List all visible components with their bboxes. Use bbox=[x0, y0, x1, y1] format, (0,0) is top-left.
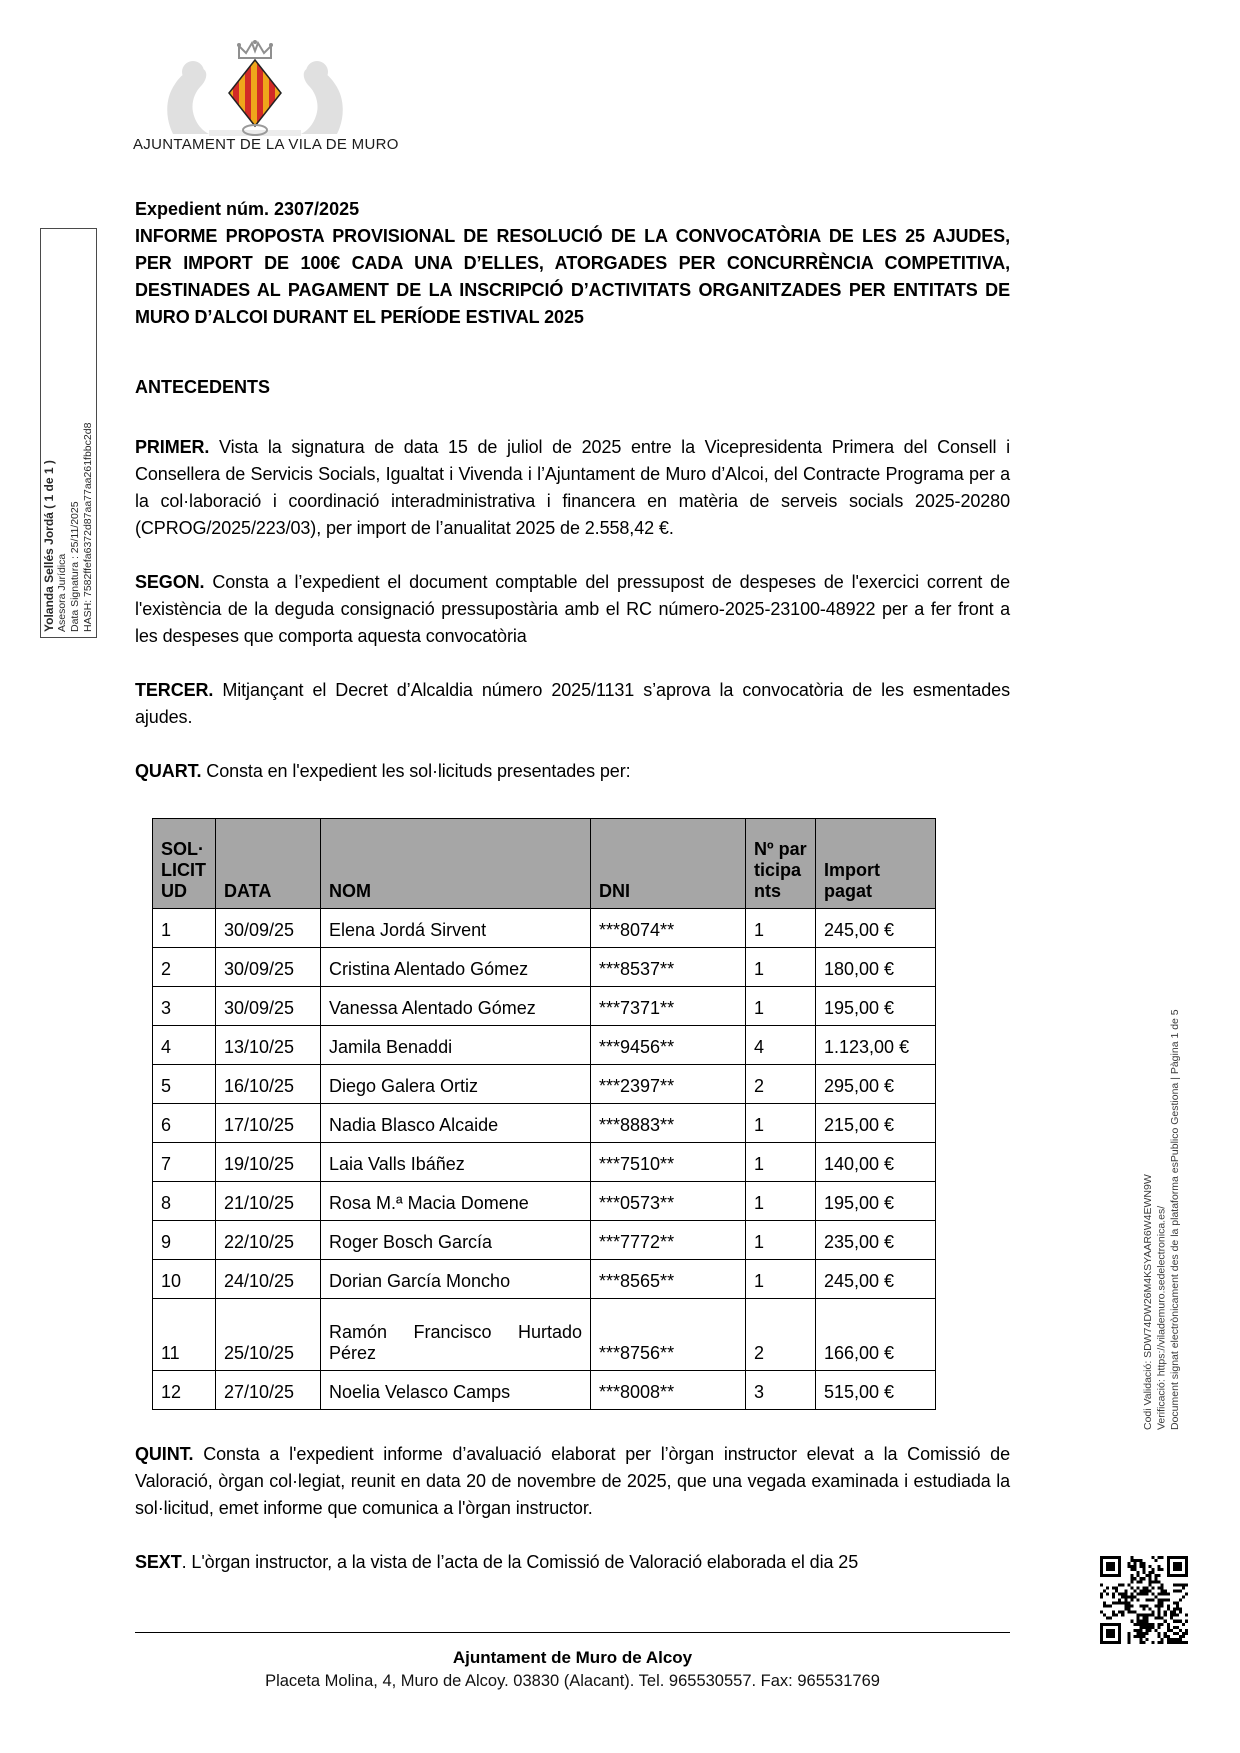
table-row bbox=[153, 1104, 936, 1143]
footer-org-name: Ajuntament de Muro de Alcoy bbox=[452, 1648, 693, 1667]
cell-name: Vanessa Alentado Gómez bbox=[321, 987, 591, 1026]
cell-date: 13/10/25 bbox=[216, 1026, 321, 1065]
table-header-row bbox=[153, 819, 936, 909]
cell-participants: 1 bbox=[746, 1221, 816, 1260]
paragraph-quint-label: QUINT. bbox=[135, 1444, 194, 1464]
paragraph-segon-text: Consta a l’expedient el document comptable del pressupost de despeses de l'exercici corrent de l'existència de la deguda consignació pressupostària amb el RC número-2025-23100-48922 per a fer front a les despeses que comporta aquesta convocatòria bbox=[135, 572, 1010, 646]
table-row bbox=[153, 909, 936, 948]
cell-name: Ramón Francisco Hurtado Pérez bbox=[321, 1299, 591, 1371]
paragraph-sext-text: . L'òrgan instructor, a la vista de l’acta de la Comissió de Valoració elaborada el dia 25 bbox=[181, 1552, 859, 1572]
table-row bbox=[153, 1026, 936, 1065]
cell-dni: ***9456** bbox=[591, 1026, 746, 1065]
table-row bbox=[153, 1221, 936, 1260]
table-row bbox=[153, 987, 936, 1026]
cell-num: 4 bbox=[153, 1026, 216, 1065]
cell-dni: ***8565** bbox=[591, 1260, 746, 1299]
paragraph-primer-text: Vista la signatura de data 15 de juliol de 2025 entre la Vicepresidenta Primera del Consell i Consellera de Servicis Socials, Igualtat i Vivenda i l’Ajuntament de Muro d’Alcoi, del Contracte Programa per a la col·laboració i coordinació interadministrativa i financera en matèria de serveis socials 2025-20280 (CPROG/2025/223/03), per import de l’anualitat 2025 de 2.558,42 €. bbox=[135, 437, 1010, 538]
cell-dni: ***8883** bbox=[591, 1104, 746, 1143]
signature-stamp-box bbox=[40, 228, 97, 638]
paragraph-quart-label: QUART. bbox=[135, 761, 202, 781]
applications-table-wrapper bbox=[152, 818, 1010, 1410]
cell-num: 11 bbox=[153, 1299, 216, 1371]
antecedents-heading: ANTECEDENTS bbox=[135, 377, 271, 397]
cell-participants: 1 bbox=[746, 1143, 816, 1182]
cell-import: 295,00 € bbox=[816, 1065, 936, 1104]
cell-date: 19/10/25 bbox=[216, 1143, 321, 1182]
cell-date: 27/10/25 bbox=[216, 1371, 321, 1410]
cell-participants: 4 bbox=[746, 1026, 816, 1065]
document-body bbox=[135, 0, 1010, 1576]
cell-dni: ***7371** bbox=[591, 987, 746, 1026]
col-header-sollicitud: SOL·LICITUD bbox=[153, 819, 216, 909]
cell-import: 245,00 € bbox=[816, 909, 936, 948]
cell-participants: 2 bbox=[746, 1065, 816, 1104]
cell-name: Noelia Velasco Camps bbox=[321, 1371, 591, 1410]
cell-name: Roger Bosch García bbox=[321, 1221, 591, 1260]
signature-date: Data Signatura : 25/11/2025 bbox=[69, 501, 81, 632]
cell-import: 195,00 € bbox=[816, 987, 936, 1026]
col-header-data: DATA bbox=[216, 819, 321, 909]
cell-participants: 2 bbox=[746, 1299, 816, 1371]
col-header-nom: NOM bbox=[321, 819, 591, 909]
cell-date: 22/10/25 bbox=[216, 1221, 321, 1260]
cell-participants: 3 bbox=[746, 1371, 816, 1410]
signature-hash: HASH: 7582ffefa6372d87aa77aa261fbbc2d8 bbox=[82, 422, 94, 632]
table-row bbox=[153, 1371, 936, 1410]
cell-num: 6 bbox=[153, 1104, 216, 1143]
applications-table bbox=[152, 818, 936, 1410]
footer-divider bbox=[135, 1632, 1010, 1633]
cell-name: Diego Galera Ortiz bbox=[321, 1065, 591, 1104]
cell-import: 1.123,00 € bbox=[816, 1026, 936, 1065]
table-row bbox=[153, 1299, 936, 1371]
cell-import: 180,00 € bbox=[816, 948, 936, 987]
col-header-participants: Nº participants bbox=[746, 819, 816, 909]
cell-participants: 1 bbox=[746, 948, 816, 987]
cell-import: 166,00 € bbox=[816, 1299, 936, 1371]
table-row bbox=[153, 1065, 936, 1104]
paragraph-tercer-label: TERCER. bbox=[135, 680, 214, 700]
cell-import: 215,00 € bbox=[816, 1104, 936, 1143]
col-header-import: Import pagat bbox=[816, 819, 936, 909]
cell-name: Elena Jordá Sirvent bbox=[321, 909, 591, 948]
paragraph-quint bbox=[135, 1441, 1010, 1522]
cell-import: 245,00 € bbox=[816, 1260, 936, 1299]
cell-date: 17/10/25 bbox=[216, 1104, 321, 1143]
cell-dni: ***8008** bbox=[591, 1371, 746, 1410]
cell-num: 7 bbox=[153, 1143, 216, 1182]
cell-participants: 1 bbox=[746, 1260, 816, 1299]
org-name: AJUNTAMENT DE LA VILA DE MURO bbox=[133, 136, 399, 153]
cell-dni: ***8074** bbox=[591, 909, 746, 948]
platform-note: Document signat electrònicament des de la plataforma esPublico Gestiona | Pàgina 1 de 5 bbox=[1169, 1009, 1181, 1430]
cell-name: Laia Valls Ibáñez bbox=[321, 1143, 591, 1182]
cell-import: 195,00 € bbox=[816, 1182, 936, 1221]
cell-num: 1 bbox=[153, 909, 216, 948]
cell-participants: 1 bbox=[746, 987, 816, 1026]
table-row bbox=[153, 948, 936, 987]
table-row bbox=[153, 1260, 936, 1299]
cell-date: 21/10/25 bbox=[216, 1182, 321, 1221]
cell-date: 30/09/25 bbox=[216, 987, 321, 1026]
cell-name: Rosa M.ª Macia Domene bbox=[321, 1182, 591, 1221]
cell-date: 25/10/25 bbox=[216, 1299, 321, 1371]
paragraph-quint-text: Consta a l'expedient informe d’avaluació elaborat per l’òrgan instructor elevat a la Comissió de Valoració, òrgan col·legiat, reunit en data 20 de novembre de 2025, que una vegada examinada i estudiada la sol·licitud, emet informe que comunica a l'òrgan instructor. bbox=[135, 1444, 1010, 1518]
paragraph-primer bbox=[135, 434, 1010, 542]
qr-code bbox=[1100, 1556, 1188, 1644]
signer-name: Yolanda Sellés Jordá ( 1 de 1 ) bbox=[42, 460, 56, 632]
cell-participants: 1 bbox=[746, 909, 816, 948]
paragraph-segon bbox=[135, 569, 1010, 650]
cell-dni: ***7510** bbox=[591, 1143, 746, 1182]
paragraph-tercer bbox=[135, 677, 1010, 731]
cell-num: 12 bbox=[153, 1371, 216, 1410]
cell-date: 30/09/25 bbox=[216, 948, 321, 987]
paragraph-sext-label: SEXT bbox=[135, 1552, 182, 1572]
paragraph-quart bbox=[135, 758, 1010, 785]
cell-import: 515,00 € bbox=[816, 1371, 936, 1410]
cell-import: 235,00 € bbox=[816, 1221, 936, 1260]
table-row bbox=[153, 1143, 936, 1182]
cell-dni: ***2397** bbox=[591, 1065, 746, 1104]
cell-dni: ***7772** bbox=[591, 1221, 746, 1260]
validation-sidebar bbox=[1140, 1009, 1186, 1435]
verification-url: Verificació: https://vilademuro.sedelectronica.es/ bbox=[1155, 1205, 1168, 1430]
paragraph-segon-label: SEGON. bbox=[135, 572, 205, 592]
cell-name: Cristina Alentado Gómez bbox=[321, 948, 591, 987]
cell-dni: ***8756** bbox=[591, 1299, 746, 1371]
signer-role: Asesora Jurídica bbox=[56, 553, 68, 632]
footer-address: Placeta Molina, 4, Muro de Alcoy. 03830 (Alacant). Tel. 965530557. Fax: 965531769 bbox=[265, 1672, 880, 1690]
table-row bbox=[153, 1182, 936, 1221]
cell-name: Jamila Benaddi bbox=[321, 1026, 591, 1065]
cell-date: 24/10/25 bbox=[216, 1260, 321, 1299]
cell-dni: ***0573** bbox=[591, 1182, 746, 1221]
col-header-dni: DNI bbox=[591, 819, 746, 909]
cell-name: Nadia Blasco Alcaide bbox=[321, 1104, 591, 1143]
paragraph-quart-text: Consta en l'expedient les sol·licituds presentades per: bbox=[201, 761, 631, 781]
paragraph-primer-label: PRIMER. bbox=[135, 437, 210, 457]
cell-num: 10 bbox=[153, 1260, 216, 1299]
cell-participants: 1 bbox=[746, 1182, 816, 1221]
cell-num: 8 bbox=[153, 1182, 216, 1221]
cell-import: 140,00 € bbox=[816, 1143, 936, 1182]
cell-num: 3 bbox=[153, 987, 216, 1026]
expedient-number: Expedient núm. 2307/2025 bbox=[135, 199, 360, 219]
cell-name: Dorian García Moncho bbox=[321, 1260, 591, 1299]
cell-date: 16/10/25 bbox=[216, 1065, 321, 1104]
validation-code: Codi Validació: SDW74DW26M4KSYAAR6W4EWN9W bbox=[1142, 1174, 1154, 1430]
cell-num: 2 bbox=[153, 948, 216, 987]
cell-num: 9 bbox=[153, 1221, 216, 1260]
cell-num: 5 bbox=[153, 1065, 216, 1104]
cell-participants: 1 bbox=[746, 1104, 816, 1143]
document-title: INFORME PROPOSTA PROVISIONAL DE RESOLUCIÓ DE LA CONVOCATÒRIA DE LES 25 AJUDES, PER IMPORT DE 100€ CADA UNA D’ELLES, ATORGADES PER CONCURRÈNCIA COMPETITIVA, DESTINADES AL PAGAMENT DE LA INSCRIPCIÓ D’ACTIVITATS ORGANITZADES PER ENTITATS DE MURO D’ALCOI DURANT EL PERÍODE ESTIVAL 2025 bbox=[135, 226, 1010, 327]
cell-dni: ***8537** bbox=[591, 948, 746, 987]
cell-date: 30/09/25 bbox=[216, 909, 321, 948]
paragraph-sext bbox=[135, 1549, 1010, 1576]
paragraph-tercer-text: Mitjançant el Decret d’Alcaldia número 2025/1131 s’aprova la convocatòria de les esmentades ajudes. bbox=[135, 680, 1010, 727]
